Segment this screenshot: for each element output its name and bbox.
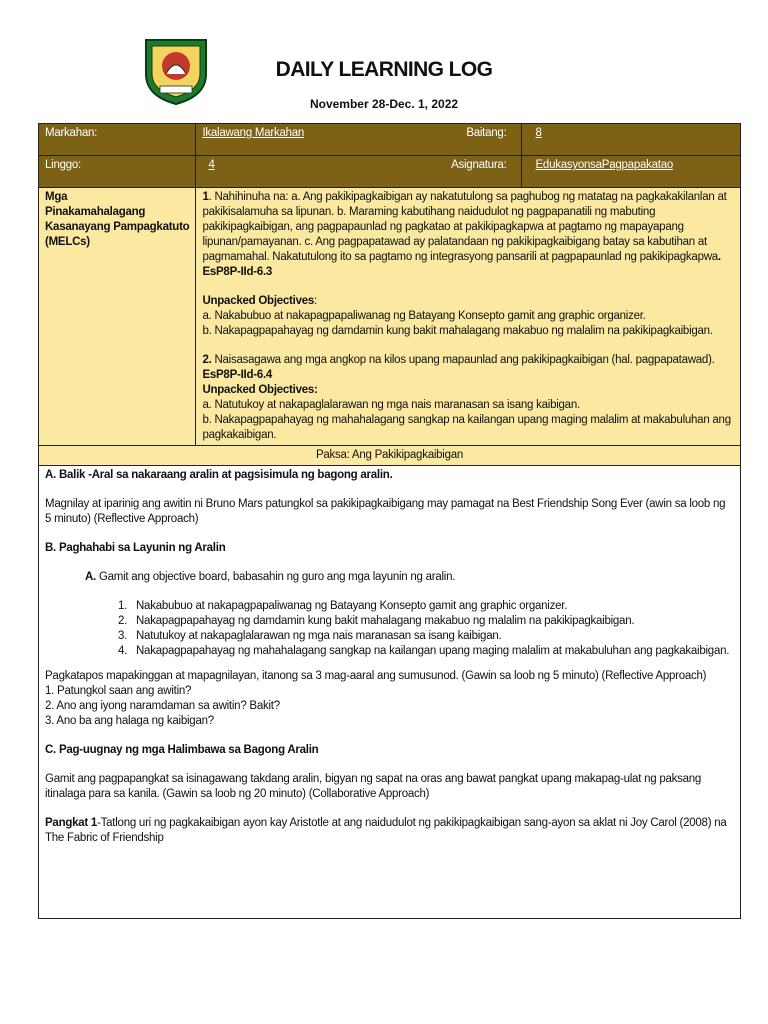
melcs-label: Mga Pinakamahalagang Kasanayang Pampagkatuto (MELCs)	[39, 188, 196, 446]
section-b-after: Pagkatapos mapakinggan at mapagnilayan, itanong sa 3 mag-aaral ang sumusunod. (Gawin sa loob ng 5 minuto) (Reflective Approach)	[45, 670, 707, 682]
asignatura-label: Asignatura:	[391, 156, 521, 188]
section-b-heading: B. Paghahabi sa Layunin ng Aralin	[45, 542, 226, 554]
markahan-value: Ikalawang Markahan	[202, 127, 305, 139]
linggo-row	[39, 156, 741, 188]
section-a-heading: A. Balik -Aral sa nakaraang aralin at pagsisimula ng bagong aralin.	[45, 469, 393, 481]
asignatura-value: EdukasyonsaPagpapakatao	[535, 159, 673, 171]
linggo-label: Linggo:	[39, 156, 196, 188]
procedure-content	[39, 466, 741, 919]
section-c-heading: C. Pag-uugnay ng mga Halimbawa sa Bagong Aralin	[45, 744, 319, 756]
list-item: 3. Natutukoy at nakapaglalarawan ng mga nais maranasan sa isang kaibigan.	[130, 629, 734, 644]
question-item: 2. Ano ang iyong naramdaman sa awitin? Bakit?	[45, 700, 280, 712]
section-b-a: A. Gamit ang objective board, babasahin ng guro ang mga layunin ng aralin.	[85, 571, 456, 583]
section-c-body: Gamit ang pagpapangkat sa isinagawang takdang aralin, bigyan ng sapat na oras ang bawat pangkat upang makapag-ulat ng paksang itinalaga para sa kanila. (Gawin sa loob ng 20 minuto) (Collaborative Approach)	[45, 773, 702, 800]
melc-item-2: 2. Naisasagawa ang mga angkop na kilos upang mapaunlad ang pakikipagkaibigan (hal. pagpapatawad). EsP8P-IId-6.4	[202, 354, 715, 381]
question-item: 1. Patungkol saan ang awitin?	[45, 685, 192, 697]
procedure-row	[39, 466, 741, 919]
date-range: November 28-Dec. 1, 2022	[309, 97, 459, 111]
baitang-value: 8	[535, 127, 542, 139]
linggo-value: 4	[208, 159, 215, 171]
page-title: DAILY LEARNING LOG	[275, 58, 493, 81]
question-item: 3. Ano ba ang halaga ng kaibigan?	[45, 715, 214, 727]
paksa-row	[39, 446, 741, 466]
section-a-body: Magnilay at iparinig ang awitin ni Bruno Mars patungkol sa pakikipagkaibigang may pamagat na Best Friendship Song Ever (awin sa loob ng 5 minuto) (Reflective Approach)	[45, 498, 726, 525]
markahan-label: Markahan:	[39, 124, 196, 156]
unpacked-objectives-2: Unpacked Objectives: a. Natutukoy at nakapaglalarawan ng mga nais maranasan sa isang kaibigan. b. Nakapagpapahayag ng mahahalagang sangkap na kailangan upang maging malalim at makabuluhan ang pagkakaibigan.	[202, 384, 731, 441]
objectives-list	[45, 599, 734, 659]
markahan-row	[39, 124, 741, 156]
melc-item-1: 1. Nahihinuha na: a. Ang pakikipagkaibigan ay nakatutulong sa paghubog ng matatag na pagkakakilanlan at pakikisalamuha sa lipunan. b. Maraming kabutihang naidudulot ng pagpapanatili ng mabuting pakikipagkaibigan, ang pagpapaunlad ng pagkatao at pakikipagkapwa at pagtamo ng mapayapang lipunan/pamayanan. c. Ang pagpapatawad ay palatandaan ng pakikipagkaibigang batay sa kabutihan at pagmamahal. Nakatutulong ito sa pagtamo ng integrasyong pansarili at pagpapaunlad ng pakikipagkapwa. EsP8P-IId-6.3	[202, 191, 727, 278]
learning-log-table	[38, 123, 741, 919]
list-item: 2. Nakapagpapahayag ng damdamin kung bakit mahalagang makabuo ng malalim na pakikipagkaibigan.	[130, 614, 734, 629]
baitang-label: Baitang:	[391, 124, 521, 156]
melcs-content	[196, 188, 741, 446]
paksa-title: Paksa: Ang Pakikipagkaibigan	[39, 446, 741, 466]
unpacked-objectives-1: Unpacked Objectives: a. Nakabubuo at nakapagpapaliwanag ng Batayang Konsepto gamit ang graphic organizer. b. Nakapagpapahayag ng damdamin kung bakit mahalagang makabuo ng malalim na pakikipagkaibigan.	[202, 295, 713, 337]
pangkat-1: Pangkat 1-Tatlong uri ng pagkakaibigan ayon kay Aristotle at ang naidudulot ng pakikipagkaibigan sang-ayon sa aklat ni Joy Carol (2008) na The Fabric of Friendship	[45, 817, 727, 844]
list-item: 1. Nakabubuo at nakapagpapaliwanag ng Batayang Konsepto gamit ang graphic organizer.	[130, 599, 734, 614]
list-item: 4. Nakapagpapahayag ng mahahalagang sangkap na kailangan upang maging malalim at makabuluhan ang pagkakaibigan.	[130, 644, 734, 659]
melcs-row	[39, 188, 741, 446]
